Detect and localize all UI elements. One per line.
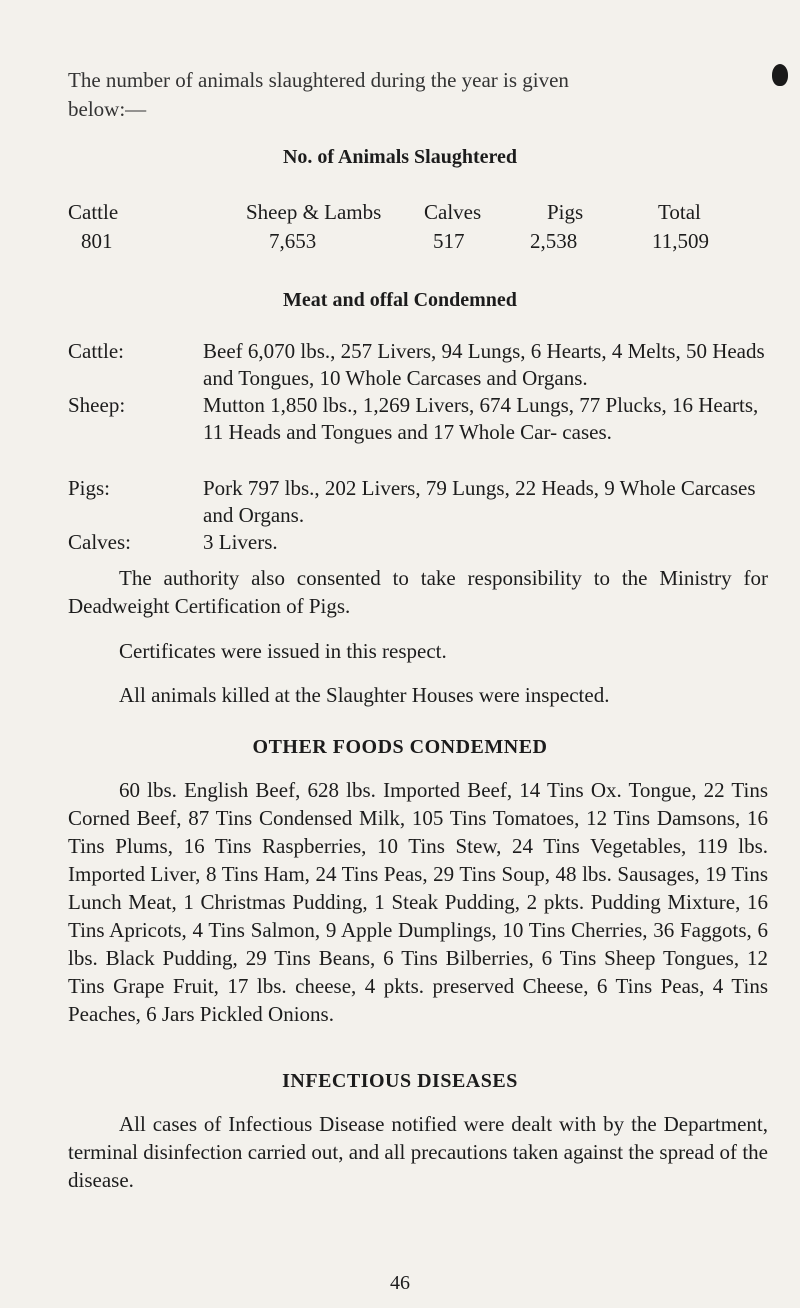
condemned-text: 3 Livers.: [203, 530, 278, 554]
condemned-text: Mutton 1,850 lbs., 1,269 Livers, 674 Lungs, 77 Plucks, 16 Hearts, 11 Heads and Tongues and 17 Whole Car- cases.: [203, 393, 759, 444]
ink-blot-mark: [772, 64, 788, 86]
page-number: 46: [390, 1272, 410, 1294]
column-header-calves: Calves: [424, 200, 482, 224]
column-header-pigs: Pigs: [547, 200, 584, 224]
condemned-label: Cattle:: [68, 339, 124, 363]
authority-paragraph: The authority also consented to take responsibility to the Ministry for Deadweight Certification of Pigs.: [68, 566, 768, 618]
condemned-item-calves: [68, 529, 768, 556]
other-foods-heading: OTHER FOODS CONDEMNED: [252, 736, 548, 758]
condemned-item-pigs: [68, 475, 768, 529]
condemned-item-cattle: [68, 338, 768, 392]
value-sheep-lambs: 7,653: [269, 229, 317, 253]
value-pigs: 2,538: [530, 229, 578, 253]
intro-line-1: The number of animals slaughtered during the year is given: [68, 68, 569, 92]
infectious-heading: INFECTIOUS DISEASES: [282, 1070, 518, 1092]
other-foods-paragraph: 60 lbs. English Beef, 628 lbs. Imported Beef, 14 Tins Ox. Tongue, 22 Tins Corned Beef, 87 Tins Condensed Milk, 105 Tins Tomatoes, 12 Tins Damsons, 16 Tins Plums, 16 Tins Raspberries, 10 Tins Stew, 24 Tins Vegetables, 119 lbs. Imported Liver, 8 Tins Ham, 24 Tins Peas, 29 Tins Soup, 48 lbs. Sausages, 19 Tins Lunch Meat, 1 Christmas Pudding, 1 Steak Pudding, 2 pkts. Pudding Mixture, 16 Tins Apricots, 4 Tins Salmon, 9 Apple Dumplings, 10 Tins Cherries, 36 Faggots, 6 lbs. Black Pudding, 29 Tins Beans, 6 Tins Bilberries, 6 Tins Sheep Tongues, 12 Tins Grape Fruit, 17 lbs. cheese, 4 pkts. preserved Cheese, 6 Tins Peas, 4 Tins Peaches, 6 Jars Pickled Onions.: [68, 778, 768, 1026]
condemned-label: Sheep:: [68, 393, 126, 417]
condemned-heading: Meat and offal Condemned: [283, 289, 517, 311]
column-header-cattle: Cattle: [68, 200, 119, 224]
value-total: 11,509: [652, 229, 709, 253]
column-header-sheep-lambs: Sheep & Lambs: [246, 200, 382, 224]
condemned-item-sheep: [68, 392, 768, 473]
condemned-text: Pork 797 lbs., 202 Livers, 79 Lungs, 22 Heads, 9 Whole Carcases and Organs.: [203, 476, 756, 527]
condemned-label: Calves:: [68, 530, 131, 554]
slaughter-heading: No. of Animals Slaughtered: [282, 146, 518, 168]
intro-text: [68, 66, 768, 124]
value-cattle: 801: [81, 229, 113, 253]
condemned-label: Pigs:: [68, 476, 111, 500]
intro-line-2: below:—: [68, 97, 147, 121]
value-calves: 517: [433, 229, 465, 253]
inspected-paragraph: All animals killed at the Slaughter Houses were inspected.: [119, 683, 610, 707]
column-header-total: Total: [658, 200, 701, 224]
certificates-paragraph: Certificates were issued in this respect.: [119, 639, 447, 663]
infectious-paragraph: All cases of Infectious Disease notified were dealt with by the Department, terminal disinfection carried out, and all precautions taken against the spread of the disease.: [68, 1112, 768, 1192]
condemned-text: Beef 6,070 lbs., 257 Livers, 94 Lungs, 6 Hearts, 4 Melts, 50 Heads and Tongues, 10 Whole Carcases and Organs.: [203, 339, 765, 390]
